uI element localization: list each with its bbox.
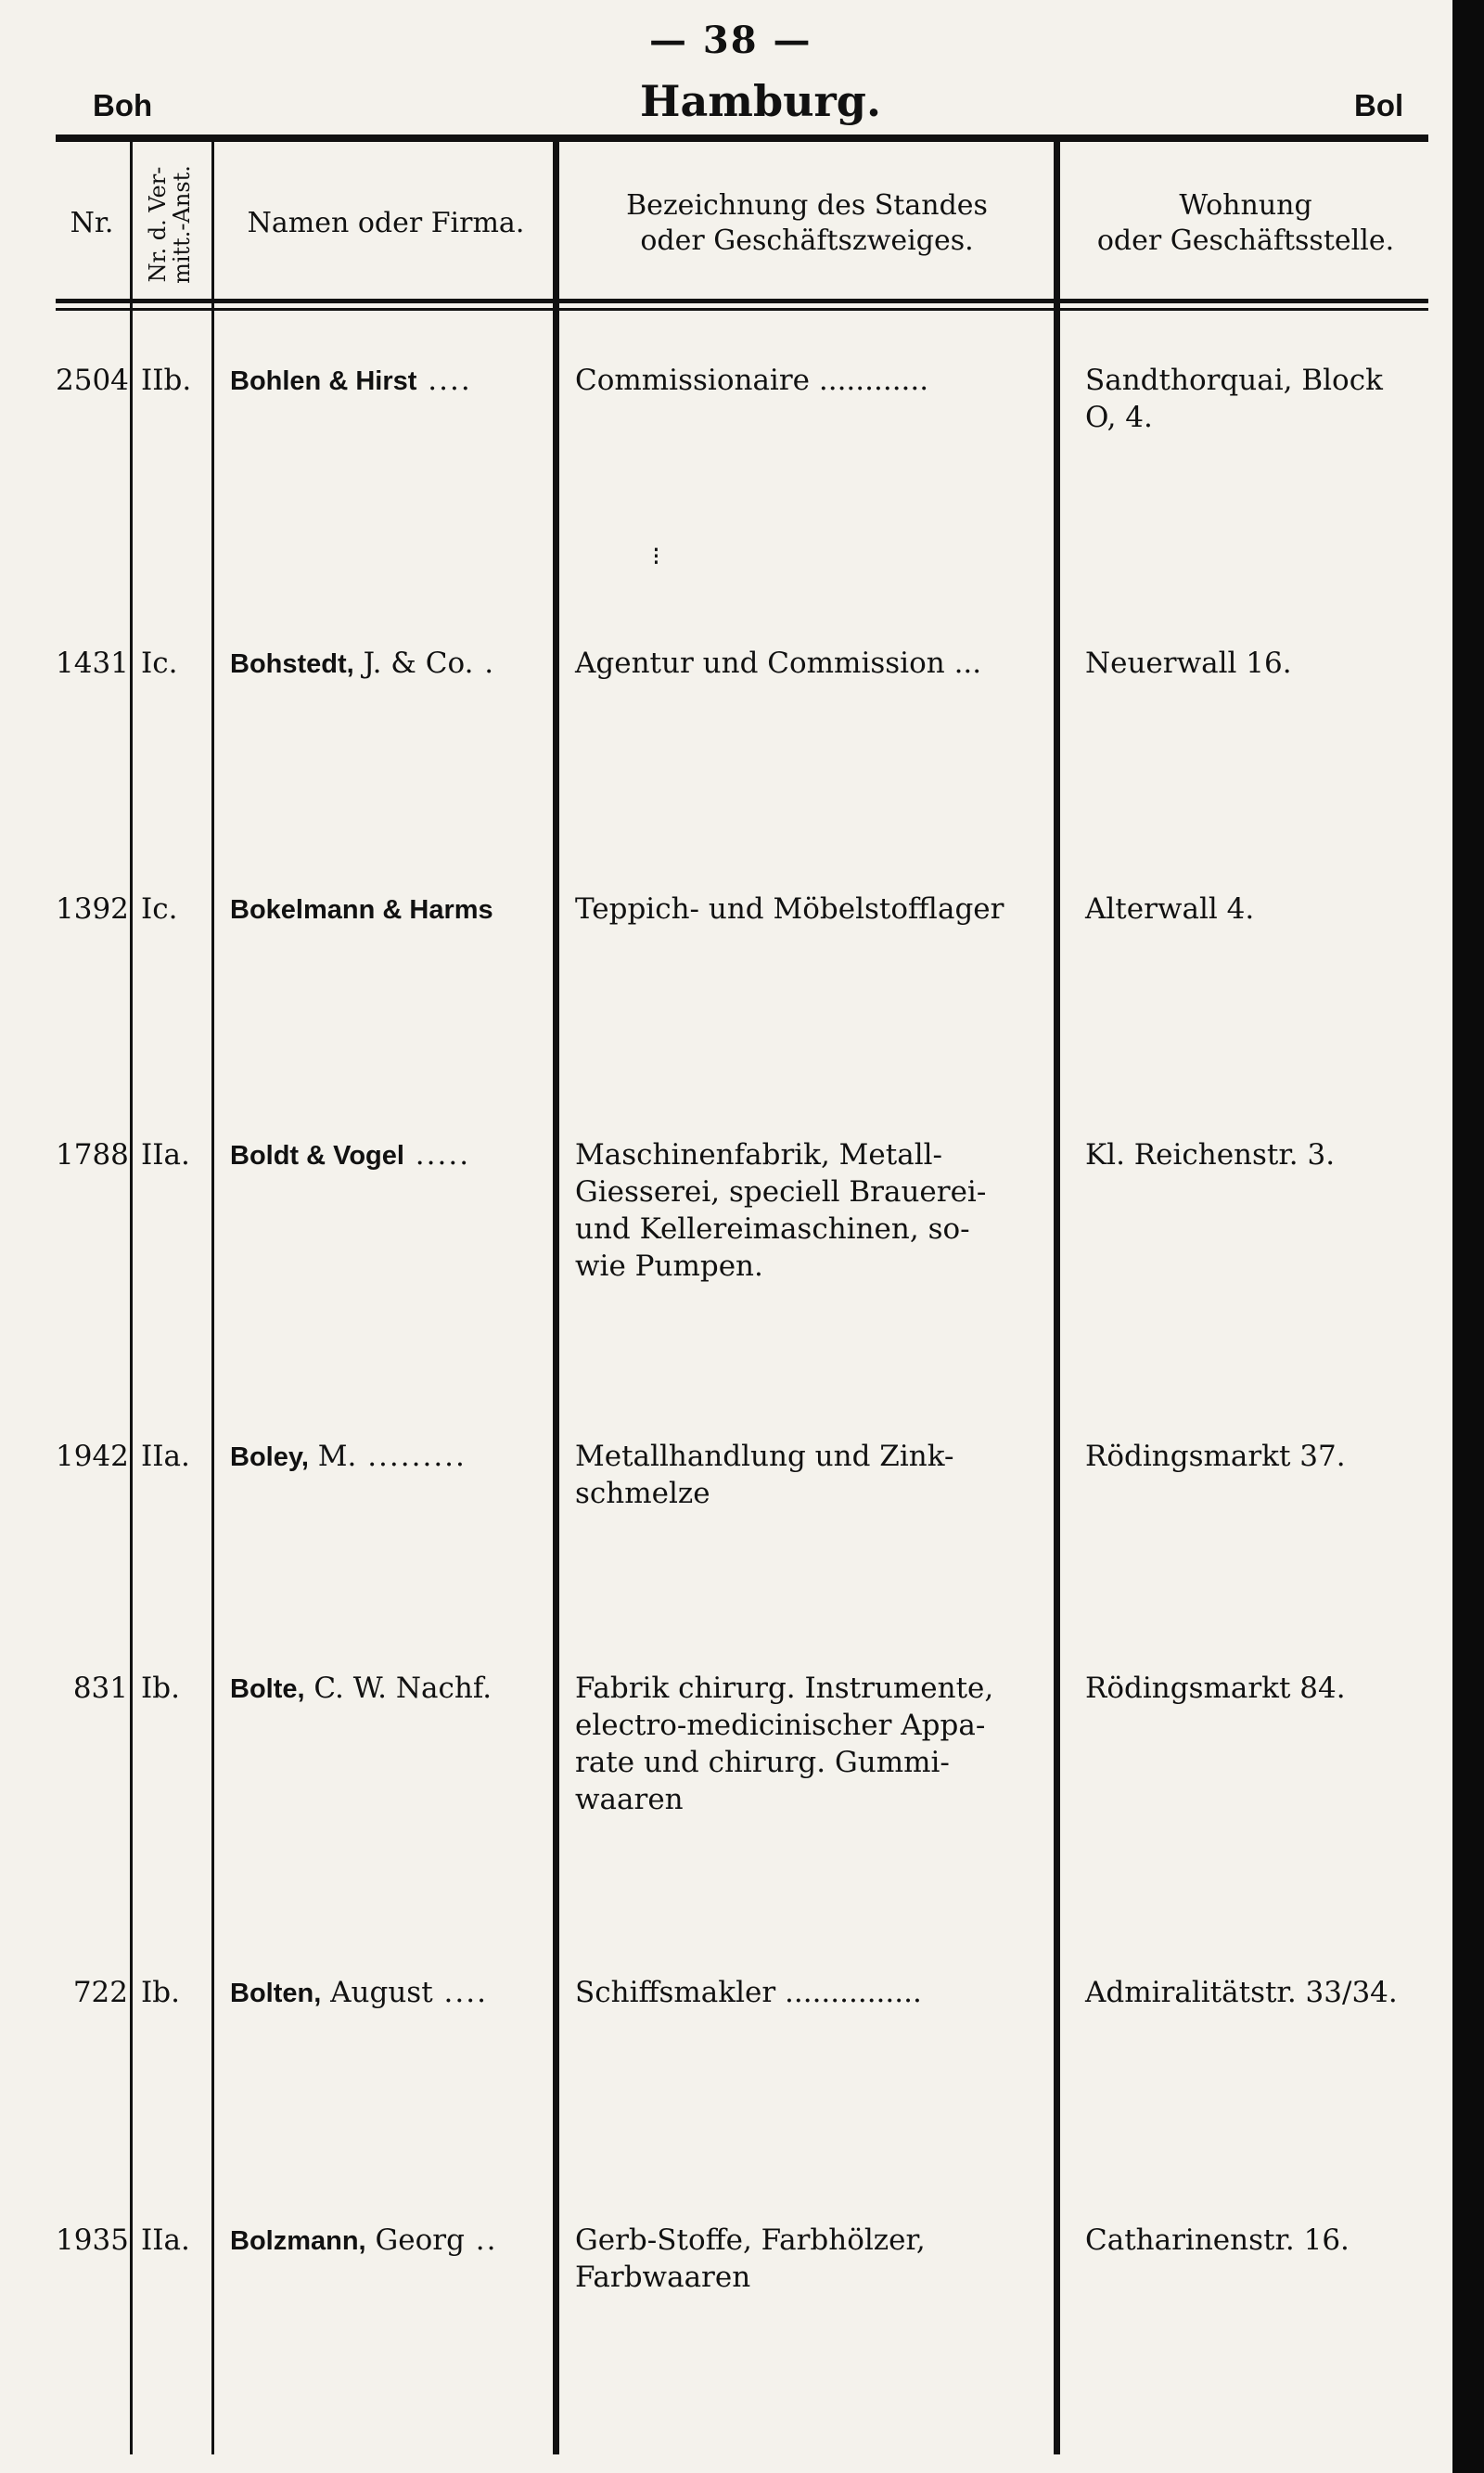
entry-description: Schiffsmakler ...............	[575, 1976, 922, 2009]
page-number: — 38 —	[649, 19, 812, 62]
stray-mark: ⁝	[652, 541, 660, 571]
entry-name-dots: ....	[416, 364, 472, 397]
top-rule	[56, 135, 1428, 142]
entry-address: Rödingsmarkt 84.	[1085, 1672, 1346, 1705]
entry-address: Rödingsmarkt 37.	[1085, 1440, 1346, 1473]
entry-name-dots: ..	[464, 2223, 498, 2257]
entry-name	[230, 1438, 550, 1476]
entry-class: IIa.	[141, 1138, 190, 1172]
entry-name	[230, 2222, 550, 2260]
entry-number: 1942	[56, 1440, 129, 1473]
column-header-name: Namen oder Firma.	[247, 207, 525, 239]
column-divider	[1054, 139, 1060, 2454]
entry-number: 1392	[56, 892, 129, 926]
entry-name	[230, 645, 550, 683]
entry-address: Alterwall 4.	[1085, 892, 1255, 926]
entry-name-bold: Bohstedt,	[230, 649, 354, 679]
entry-name-dots: .	[473, 647, 496, 680]
entry-number: 831	[72, 1672, 128, 1705]
entry-description: Commissionaire ............	[575, 364, 929, 397]
entry-name-dots: .........	[356, 1440, 467, 1473]
column-header-vermittlung-label: Nr. d. Ver- mitt.-Anst.	[145, 165, 195, 284]
entry-number: 1935	[56, 2223, 129, 2257]
entry-class: IIa.	[141, 2223, 190, 2257]
entry-name-bold: Bolte,	[230, 1674, 305, 1704]
entry-name	[230, 1136, 550, 1174]
entry-number: 722	[72, 1976, 128, 2009]
page-title: Hamburg.	[640, 76, 881, 126]
entry-name-bold: Boley,	[230, 1442, 309, 1472]
header-rule	[56, 299, 1428, 303]
column-header-nr: Nr.	[70, 207, 114, 239]
entry-class: Ic.	[141, 647, 178, 680]
entry-class: IIb.	[141, 364, 192, 397]
entry-name	[230, 891, 550, 929]
entry-name-rest: M.	[308, 1440, 357, 1473]
entry-name-bold: Bolzmann,	[230, 2226, 366, 2256]
column-header-stand: Bezeichnung des Standes oder Geschäftszweiges.	[626, 189, 988, 257]
entry-name	[230, 1974, 550, 2012]
entry-description: Teppich- und Möbelstofflager	[575, 892, 1004, 926]
left-running-head: Boh	[93, 88, 153, 122]
entry-name-bold: Bokelmann & Harms	[230, 895, 493, 925]
column-header-wohnung: Wohnung oder Geschäftsstelle.	[1096, 189, 1395, 257]
entry-description: Maschinenfabrik, Metall- Giesserei, speciell Brauerei- und Kellereimaschinen, so- wie Pumpen.	[575, 1138, 987, 1283]
column-divider	[211, 139, 214, 2454]
header-rule-thin	[56, 308, 1428, 311]
column-header-vermittlung	[132, 150, 208, 299]
entry-address: Kl. Reichenstr. 3.	[1085, 1138, 1336, 1172]
entry-name-rest: J. & Co.	[353, 647, 474, 680]
entry-name-rest: C. W. Nachf.	[304, 1672, 493, 1705]
right-running-head: Bol	[1354, 88, 1404, 122]
entry-name-rest: August	[321, 1976, 433, 2009]
entry-address: Admiralitätstr. 33/34.	[1085, 1976, 1398, 2009]
column-divider	[553, 139, 559, 2454]
entry-name-dots: ....	[432, 1976, 488, 2009]
entry-description: Fabrik chirurg. Instrumente, electro-medicinischer Appa- rate und chirurg. Gummi- waaren	[575, 1672, 994, 1816]
entry-number: 1431	[56, 647, 129, 680]
entry-name	[230, 362, 550, 400]
entry-address: Sandthorquai, Block O, 4.	[1085, 364, 1383, 434]
entry-name-bold: Bohlen & Hirst	[230, 366, 417, 396]
entry-name-bold: Bolten,	[230, 1979, 322, 2008]
entry-address: Catharinenstr. 16.	[1085, 2223, 1350, 2257]
entry-class: IIa.	[141, 1440, 190, 1473]
entry-number: 2504	[56, 364, 129, 397]
entry-class: Ib.	[141, 1672, 180, 1705]
column-divider	[130, 139, 133, 2454]
entry-class: Ic.	[141, 892, 178, 926]
entry-name-dots: .....	[403, 1138, 471, 1172]
entry-name	[230, 1670, 550, 1708]
entry-address: Neuerwall 16.	[1085, 647, 1292, 680]
entry-number: 1788	[56, 1138, 129, 1172]
entry-name-bold: Boldt & Vogel	[230, 1141, 404, 1171]
entry-name-rest: Georg	[365, 2223, 465, 2257]
entry-description: Agentur und Commission ...	[575, 647, 982, 680]
entry-description: Metallhandlung und Zink- schmelze	[575, 1440, 954, 1510]
entry-description: Gerb-Stoffe, Farbhölzer, Farbwaaren	[575, 2223, 926, 2294]
entry-class: Ib.	[141, 1976, 180, 2009]
